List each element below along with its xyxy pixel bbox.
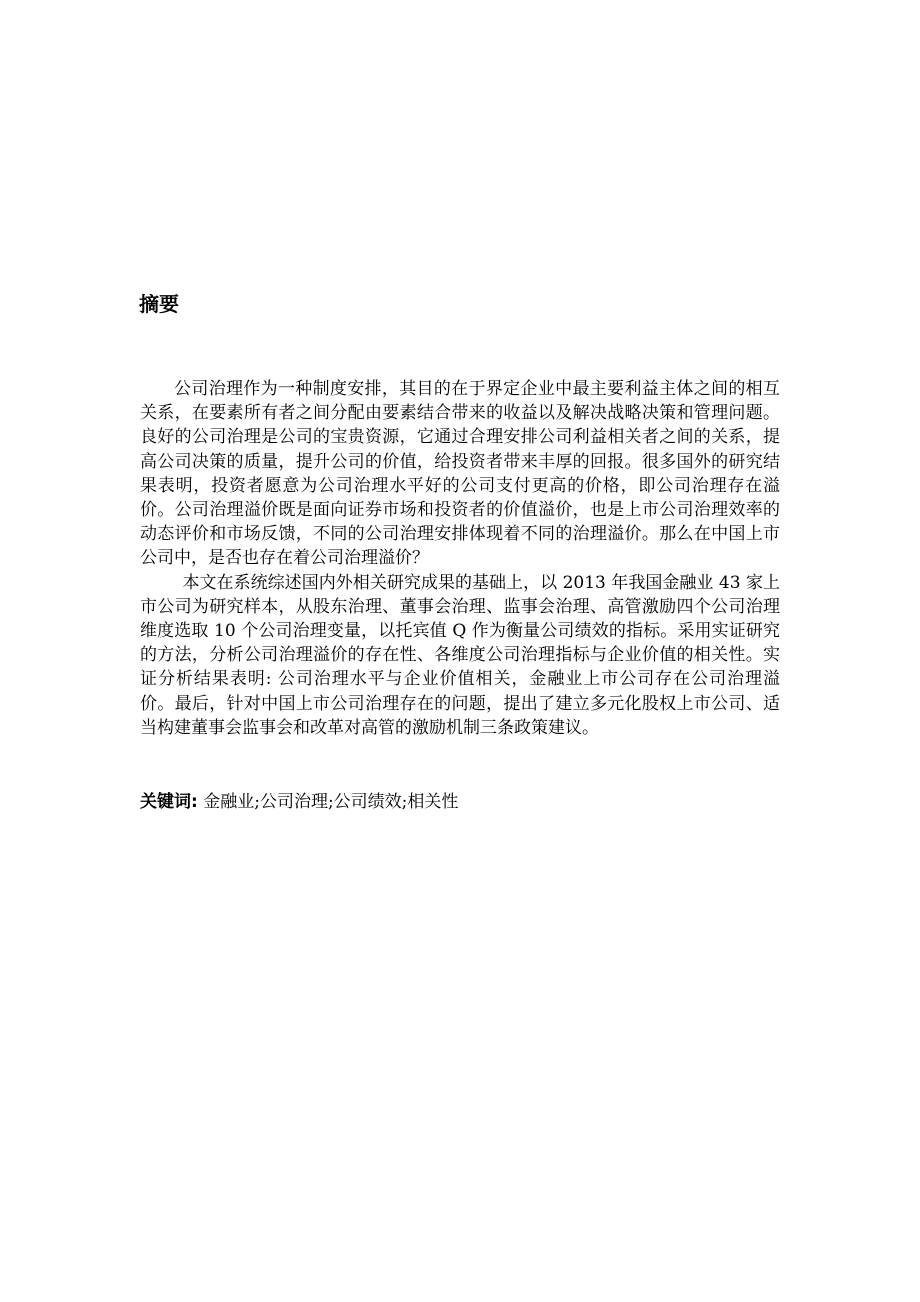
keywords-line <box>140 790 780 814</box>
abstract-body <box>140 377 780 740</box>
abstract-paragraph-2: 本文在系统综述国内外相关研究成果的基础上，以 2013 年我国金融业 43 家上市公司为研究样本，从股东治理、董事会治理、监事会治理、高管激励四个公司治理维度选取 10 个公司治理变量，以托宾值 Q 作为衡量公司绩效的指标。采用实证研究的方法，分析公司治理溢价的存在性、各维度公司治理指标与企业价值的相关性。实证分析结果表明: 公司治理水平与企业价值相关，金融业上市公司存在公司治理溢价。最后，针对中国上市公司治理存在的问题，提出了建立多元化股权上市公司、适当构建董事会监事会和改革对高管的激励机制三条政策建议。 <box>140 572 780 738</box>
abstract-heading: 摘要 <box>139 292 179 316</box>
abstract-paragraph-1: 公司治理作为一种制度安排，其目的在于界定企业中最主要利益主体之间的相互关系，在要素所有者之间分配由要素结合带来的收益以及解决战略决策和管理问题。良好的公司治理是公司的宝贵资源，它通过合理安排公司利益相关者之间的关系，提高公司决策的质量，提升公司的价值，给投资者带来丰厚的回报。很多国外的研究结果表明，投资者愿意为公司治理水平好的公司支付更高的价格，即公司治理存在溢价。公司治理溢价既是面向证券市场和投资者的价值溢价，也是上市公司治理效率的动态评价和市场反馈，不同的公司治理安排体现着不同的治理溢价。那么在中国上市公司中，是否也存在着公司治理溢价？ <box>140 379 780 569</box>
keywords-label: 关键词: <box>140 792 198 812</box>
keywords-value: 金融业;公司治理;公司绩效;相关性 <box>203 792 459 812</box>
